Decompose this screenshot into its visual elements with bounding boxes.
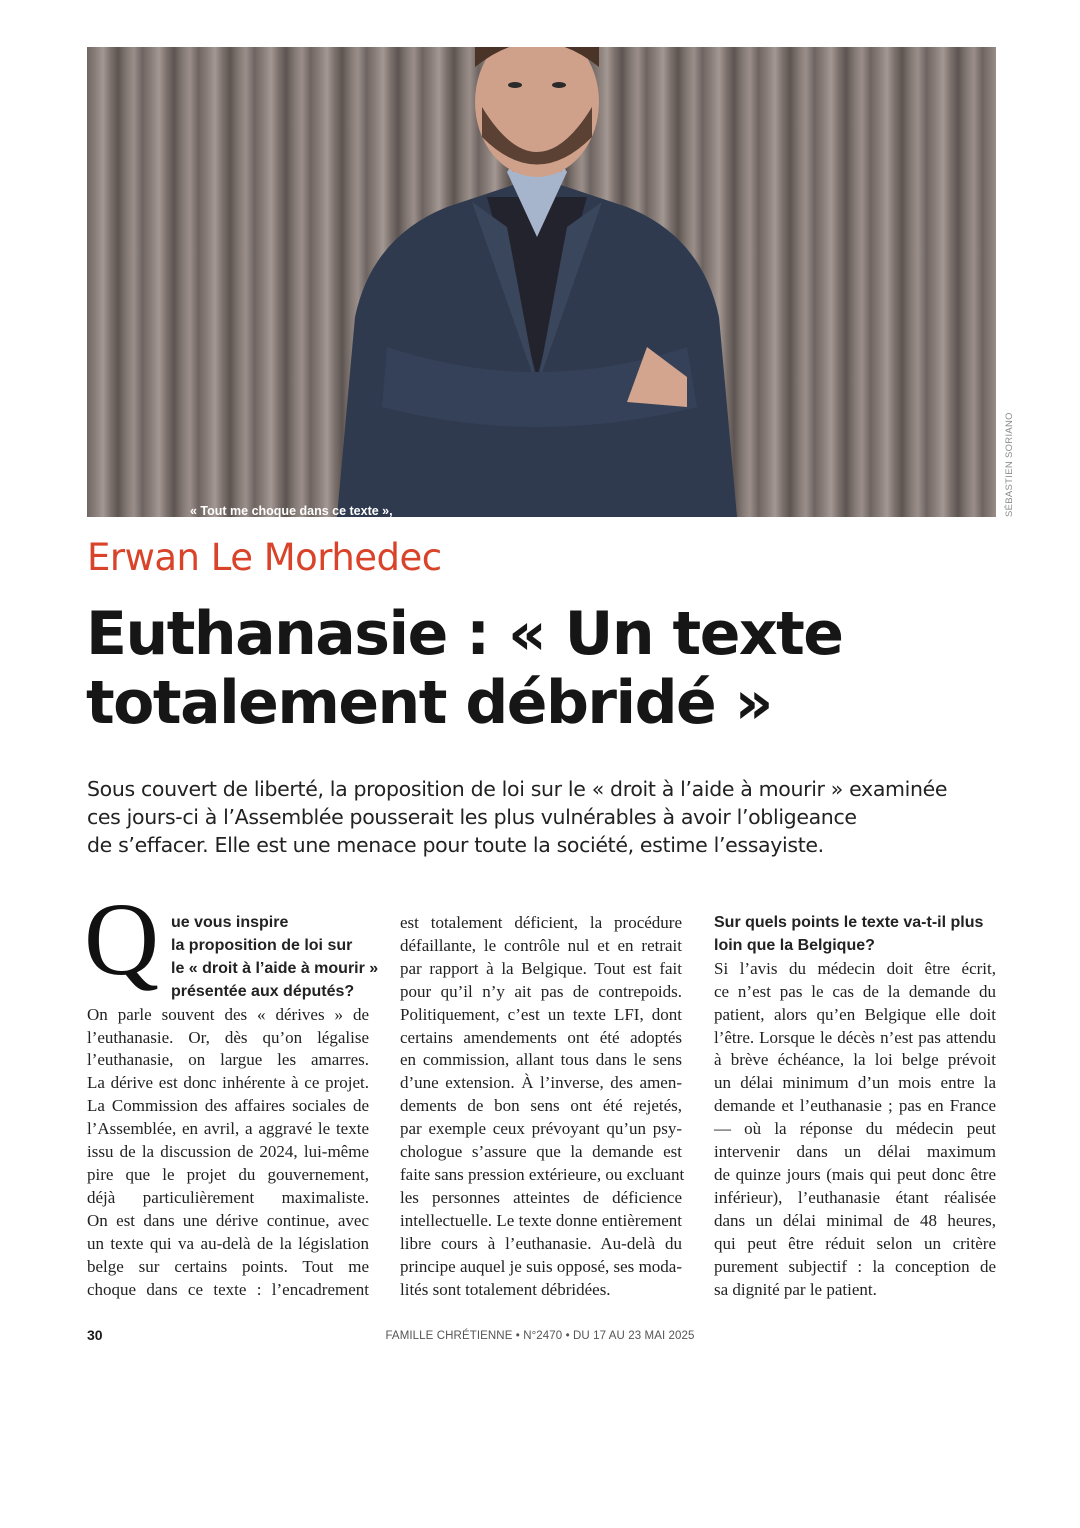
question-line: le « droit à l’aide à mourir » bbox=[171, 959, 379, 977]
photo-caption bbox=[190, 504, 405, 517]
body-line: dements de bon sens ont été rejetés, bbox=[400, 1096, 682, 1116]
body-line: pire que le projet du gouvernement, bbox=[87, 1164, 369, 1184]
body-line: issu de la discussion de 2024, lui-même bbox=[87, 1142, 369, 1162]
body-line: certains amendements ont été adoptés bbox=[400, 1027, 682, 1047]
body-line: patient, alors qu’en Belgique elle doit bbox=[714, 1004, 996, 1024]
body-line: On parle souvent des « dérives » de bbox=[87, 1004, 369, 1024]
body-line: intellectuelle. Le texte donne entièrement bbox=[400, 1210, 682, 1230]
body-line: l’euthanasie. Or, dès qu’on légalise bbox=[87, 1027, 369, 1047]
body-line: d’une extension. À l’inverse, des amen- bbox=[400, 1073, 682, 1093]
body-line: dans un délai minimal de 48 heures, bbox=[714, 1210, 996, 1230]
drop-cap: Q bbox=[84, 882, 160, 997]
body-line: ce n’est pas le cas de la demande du bbox=[714, 981, 996, 1001]
publication-footer: FAMILLE CHRÉTIENNE • N°2470 • DU 17 AU 23 MAI 2025 bbox=[385, 1330, 695, 1342]
body-line: de quinze jours (mais qui peut donc être bbox=[714, 1164, 996, 1184]
body-line: intervenir dans un délai maximum bbox=[714, 1142, 996, 1162]
page-number: 30 bbox=[87, 1327, 103, 1343]
body-line: est totalement déficient, la procédure bbox=[400, 913, 682, 932]
question-line: présentée aux députés? bbox=[171, 982, 355, 1000]
body-line: les personnes atteintes de déficience bbox=[400, 1187, 682, 1207]
body-line: pour qu’il n’y ait pas de contrepoids. bbox=[400, 981, 682, 1001]
body-line: principe auquel je suis opposé, ses moda- bbox=[400, 1256, 682, 1276]
body-line: qui peut être réduit selon un critère bbox=[714, 1233, 996, 1253]
body-line: un délai minimum d’un mois entre la bbox=[714, 1073, 996, 1093]
body-line: demande et l’euthanasie ; pas en France bbox=[714, 1096, 996, 1116]
body-line: sa dignité par le patient. bbox=[714, 1279, 877, 1299]
body-line: Politiquement, c’est un texte LFI, dont bbox=[400, 1004, 682, 1024]
body-line: La Commission des affaires sociales de bbox=[87, 1096, 369, 1116]
body-line: déjà particulièrement maximaliste. bbox=[87, 1187, 369, 1207]
article-standfirst bbox=[87, 775, 948, 859]
headline-line: totalement débridé » bbox=[86, 668, 772, 738]
question-line: loin que la Belgique? bbox=[714, 936, 875, 954]
portrait-illustration bbox=[87, 47, 996, 517]
body-line: On est dans une dérive continue, avec bbox=[87, 1210, 369, 1230]
body-line: par rapport à la Belgique. Tout est fait bbox=[400, 958, 682, 978]
standfirst-line: de s’effacer. Elle est une menace pour toute la société, estime l’essayiste. bbox=[87, 833, 824, 857]
standfirst-line: ces jours-ci à l’Assemblée pousserait les plus vulnérables à avoir l’obligeance bbox=[87, 805, 857, 829]
standfirst-line: Sous couvert de liberté, la proposition de loi sur le « droit à l’aide à mourir » examinée bbox=[87, 777, 948, 801]
body-line: l’euthanasie, on largue les amarres. bbox=[87, 1050, 369, 1070]
body-line: par exemple ceux prévoyant qu’un psy- bbox=[400, 1119, 682, 1139]
body-line: faite sans pression extérieure, ou excluant bbox=[400, 1164, 685, 1184]
body-line: libre cours à l’euthanasie. Au-delà du bbox=[400, 1233, 682, 1253]
body-column-1 bbox=[87, 912, 379, 1301]
body-column-3 bbox=[714, 912, 996, 1301]
body-line: La dérive est donc inhérente à ce projet. bbox=[87, 1073, 369, 1093]
body-line: à brève échéance, la loi belge prévoit bbox=[714, 1050, 996, 1070]
body-line: belge sur certains points. Tout me bbox=[87, 1256, 369, 1276]
body-line: en commission, allant tous dans le sens bbox=[400, 1050, 682, 1070]
body-line: l’Assemblée, en avril, a aggravé le texte bbox=[87, 1119, 369, 1139]
article-kicker: Erwan Le Morhedec bbox=[87, 536, 442, 579]
photo-credit: SÉBASTIEN SORIANO bbox=[1004, 412, 1015, 517]
body-line: inférieur), l’euthanasie étant réalisée bbox=[714, 1187, 996, 1207]
question-line: la proposition de loi sur bbox=[171, 936, 353, 954]
body-line: un texte qui va au-delà de la législation bbox=[87, 1233, 369, 1253]
body-line: — où la réponse du médecin peut bbox=[714, 1119, 996, 1139]
article-headline bbox=[86, 600, 946, 738]
body-line: lités sont totalement débridées. bbox=[400, 1279, 611, 1299]
body-line: Si l’avis du médecin doit être écrit, bbox=[714, 958, 996, 978]
body-column-2 bbox=[400, 912, 685, 1301]
body-line: l’être. Lorsque le décès n’est pas attendu bbox=[714, 1027, 996, 1047]
headline-line: Euthanasie : « Un texte bbox=[86, 599, 843, 669]
caption-line: « Tout me choque dans ce texte », bbox=[190, 504, 393, 517]
body-line: défaillante, le contrôle nul et en retrait bbox=[400, 935, 682, 955]
body-line: choque dans ce texte : l’encadrement bbox=[87, 1279, 369, 1299]
body-line: purement subjectif : la conception de bbox=[714, 1256, 996, 1276]
question-line: Sur quels points le texte va-t-il plus bbox=[714, 914, 984, 931]
portrait-photo bbox=[87, 47, 996, 517]
question-line: ue vous inspire bbox=[171, 914, 289, 931]
body-line: chologue s’assure que la demande est bbox=[400, 1142, 682, 1162]
